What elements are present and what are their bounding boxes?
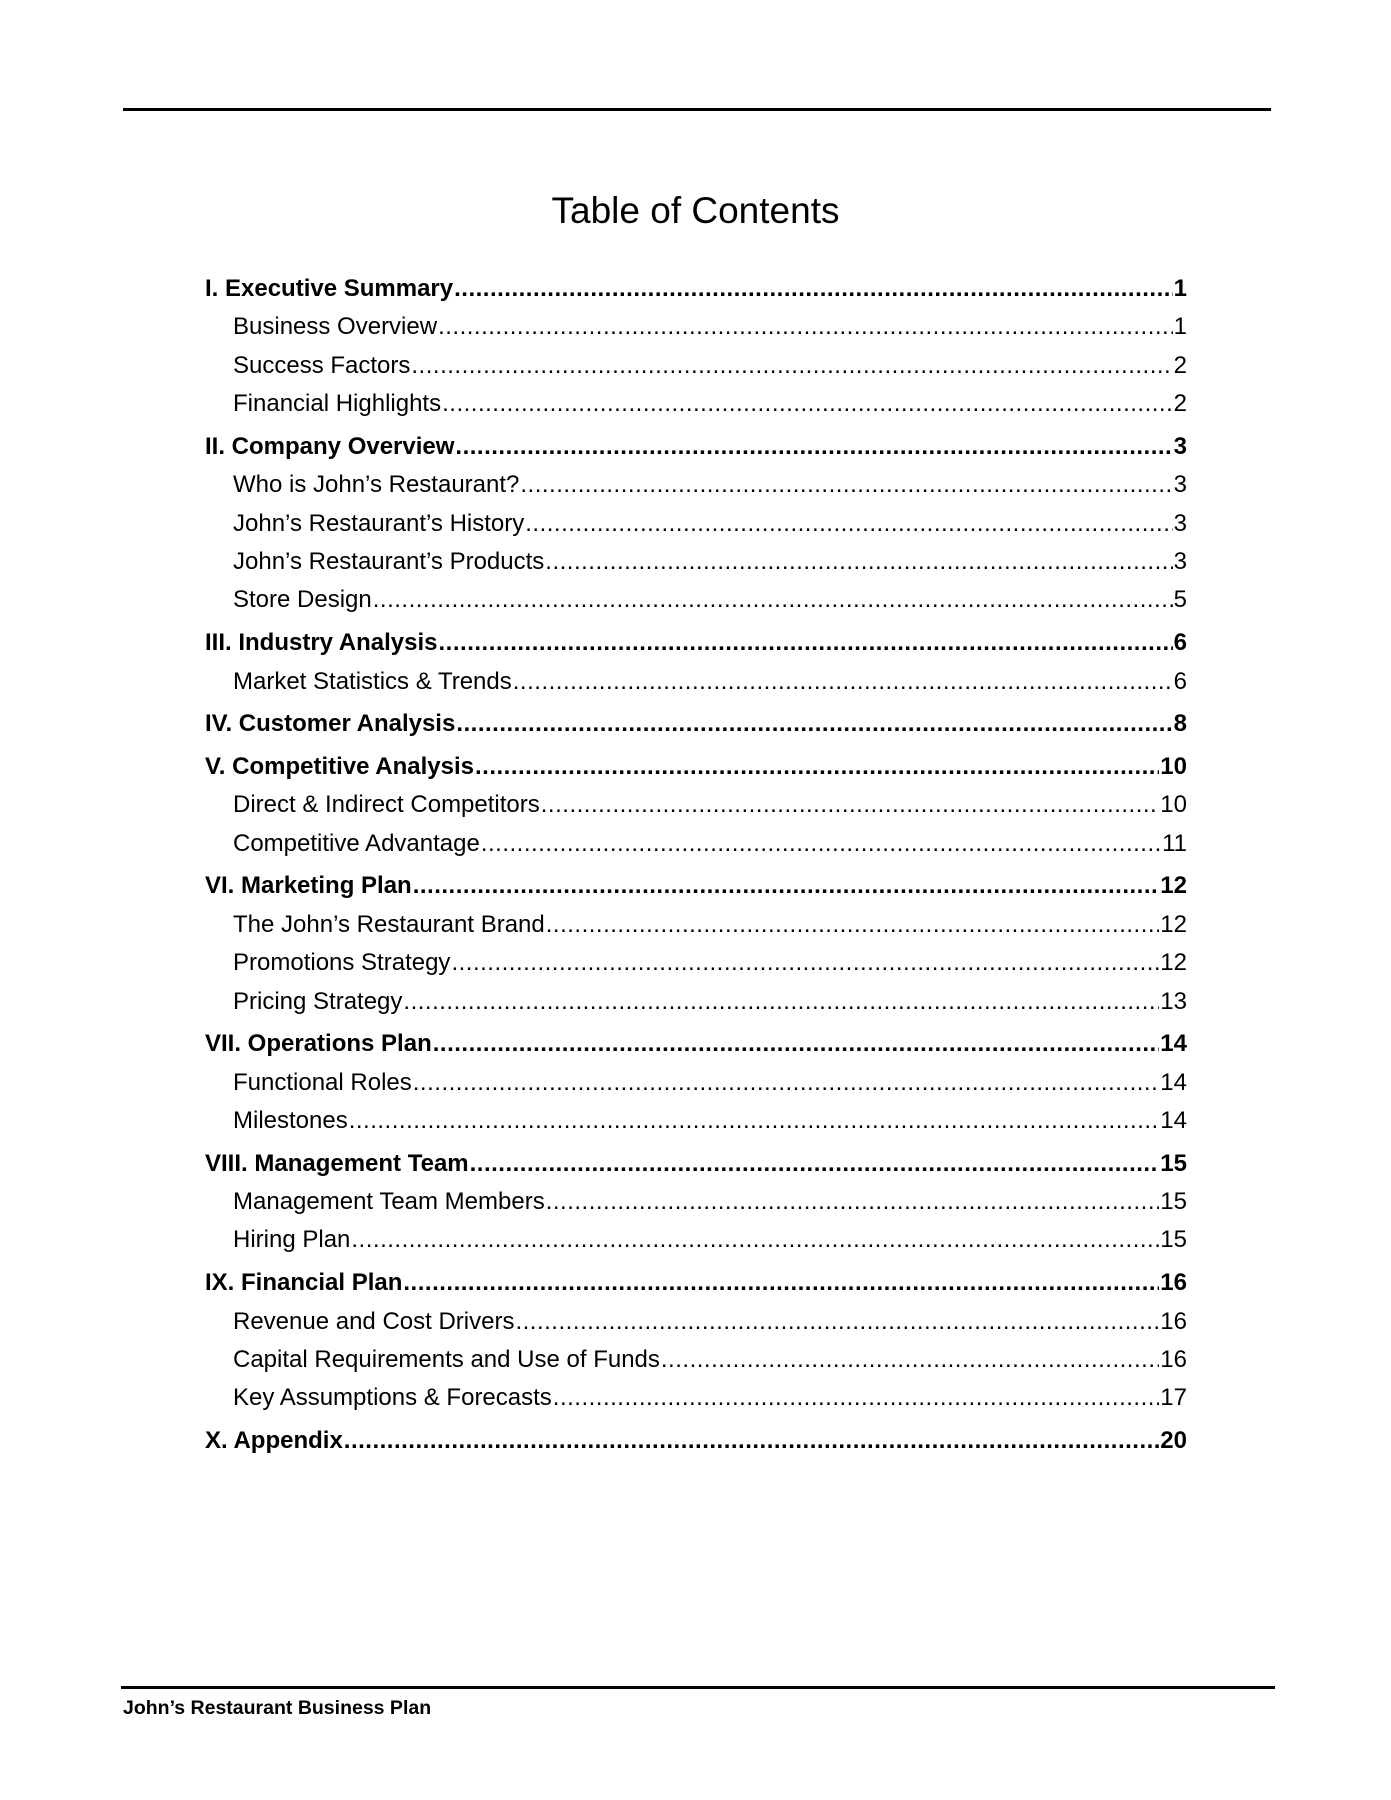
toc-entry-label: Success Factors — [233, 351, 411, 379]
toc-entry-label: Business Overview — [233, 313, 438, 341]
toc-entry-label: V. Competitive Analysis — [205, 752, 474, 780]
toc-page-number: 3 — [1173, 471, 1187, 499]
toc-entry-label: VII. Operations Plan — [205, 1030, 432, 1058]
toc-section-entry[interactable] — [205, 705, 1187, 743]
toc-subsection-entry[interactable] — [205, 786, 1187, 824]
toc-entry-label: Direct & Indirect Competitors — [233, 791, 540, 819]
dot-leader — [454, 270, 1173, 308]
dot-leader — [525, 505, 1172, 543]
toc-section-entry[interactable] — [205, 1422, 1187, 1460]
toc-entry-label: IX. Financial Plan — [205, 1269, 403, 1297]
footer-text: John’s Restaurant Business Plan — [123, 1697, 432, 1719]
toc-page-number: 2 — [1173, 390, 1187, 418]
toc-entry-label: II. Company Overview — [205, 432, 455, 460]
toc-page-number: 3 — [1173, 548, 1187, 576]
toc-entry-label: I. Executive Summary — [205, 275, 454, 302]
dot-leader — [413, 1064, 1160, 1102]
toc-entry-label: The John’s Restaurant Brand — [233, 910, 545, 938]
toc-entry-label: III. Industry Analysis — [205, 629, 438, 657]
dot-leader — [481, 825, 1161, 863]
dot-leader — [541, 786, 1160, 824]
toc-subsection-entry[interactable] — [205, 308, 1187, 346]
dot-leader — [520, 466, 1172, 504]
toc-subsection-entry[interactable] — [205, 505, 1187, 543]
toc-subsection-entry[interactable] — [205, 906, 1187, 944]
toc-entry-label: Financial Highlights — [233, 390, 442, 418]
toc-entry-label: John’s Restaurant’s Products — [233, 548, 545, 576]
toc-entry-label: Promotions Strategy — [233, 949, 451, 977]
toc-section-entry[interactable] — [205, 1025, 1187, 1063]
toc-subsection-entry[interactable] — [205, 1303, 1187, 1341]
toc-section-entry[interactable] — [205, 428, 1187, 466]
toc-page-number: 12 — [1160, 910, 1187, 938]
toc-page-number: 13 — [1160, 987, 1187, 1015]
toc-entry-label: Hiring Plan — [233, 1226, 351, 1254]
dot-leader — [413, 867, 1160, 905]
toc-entry-label: Management Team Members — [233, 1188, 545, 1216]
toc-page-number: 8 — [1173, 710, 1187, 738]
toc-entry-label: Who is John’s Restaurant? — [233, 471, 520, 499]
dot-leader — [546, 906, 1160, 944]
toc-page-number: 2 — [1173, 351, 1187, 379]
toc-page-number: 1 — [1173, 275, 1187, 302]
toc-page-number: 14 — [1160, 1030, 1187, 1058]
toc-subsection-entry[interactable] — [205, 825, 1187, 863]
toc-entry-label: Capital Requirements and Use of Funds — [233, 1345, 660, 1373]
toc-subsection-entry[interactable] — [205, 581, 1187, 619]
dot-leader — [442, 385, 1173, 423]
dot-leader — [456, 705, 1172, 743]
dot-leader — [553, 1379, 1160, 1417]
toc-section-entry[interactable] — [205, 748, 1187, 786]
toc-page-number: 16 — [1160, 1345, 1187, 1373]
toc-section-entry[interactable] — [205, 1264, 1187, 1302]
dot-leader — [545, 543, 1172, 581]
toc-page-number: 10 — [1160, 752, 1187, 780]
toc-section-entry[interactable] — [205, 1145, 1187, 1183]
toc-page-number: 15 — [1160, 1149, 1187, 1177]
toc-entry-label: Pricing Strategy — [233, 987, 403, 1015]
toc-page-number: 3 — [1173, 432, 1187, 460]
toc-entry-label: VI. Marketing Plan — [205, 872, 412, 900]
toc-page-number: 16 — [1160, 1269, 1187, 1297]
toc-page-number: 12 — [1160, 872, 1187, 900]
toc-subsection-entry[interactable] — [205, 385, 1187, 423]
toc-page-number: 5 — [1173, 586, 1187, 614]
toc-page-number: 15 — [1160, 1226, 1187, 1254]
toc-subsection-entry[interactable] — [205, 1183, 1187, 1221]
toc-section-entry[interactable] — [205, 624, 1187, 662]
toc-subsection-entry[interactable] — [205, 1341, 1187, 1379]
toc-entry-label: Functional Roles — [233, 1068, 412, 1096]
toc-subsection-entry[interactable] — [205, 663, 1187, 701]
toc-page-number: 10 — [1160, 791, 1187, 819]
dot-leader — [403, 983, 1159, 1021]
dot-leader — [351, 1221, 1159, 1259]
dot-leader — [513, 663, 1173, 701]
dot-leader — [344, 1422, 1160, 1460]
toc-subsection-entry[interactable] — [205, 466, 1187, 504]
dot-leader — [403, 1264, 1159, 1302]
toc-entry-label: IV. Customer Analysis — [205, 710, 456, 738]
toc-entry-label: Competitive Advantage — [233, 829, 480, 857]
toc-page-number: 1 — [1173, 313, 1187, 341]
dot-leader — [349, 1102, 1160, 1140]
dot-leader — [433, 1025, 1160, 1063]
toc-entry-label: X. Appendix — [205, 1427, 343, 1454]
toc-subsection-entry[interactable] — [205, 347, 1187, 385]
toc-page-number: 14 — [1160, 1068, 1187, 1096]
toc-subsection-entry[interactable] — [205, 1064, 1187, 1102]
dot-leader — [546, 1183, 1160, 1221]
toc-page-number: 12 — [1160, 949, 1187, 977]
dot-leader — [439, 624, 1173, 662]
toc-page-number: 17 — [1160, 1384, 1187, 1412]
toc-entry-label: John’s Restaurant’s History — [233, 509, 525, 537]
dot-leader — [470, 1145, 1160, 1183]
toc-subsection-entry[interactable] — [205, 1379, 1187, 1417]
toc-page-number: 11 — [1162, 829, 1187, 857]
header-rule — [123, 108, 1271, 111]
dot-leader — [411, 347, 1172, 385]
toc-subsection-entry[interactable] — [205, 543, 1187, 581]
toc-page-number: 15 — [1160, 1188, 1187, 1216]
toc-subsection-entry[interactable] — [205, 1102, 1187, 1140]
dot-leader — [438, 308, 1173, 346]
toc-page-number: 3 — [1173, 509, 1187, 537]
dot-leader — [455, 428, 1172, 466]
toc-page-number: 6 — [1173, 629, 1187, 657]
dot-leader — [373, 581, 1173, 619]
table-of-contents — [205, 270, 1187, 1460]
page-title: Table of Contents — [551, 190, 840, 231]
toc-section-entry[interactable] — [205, 270, 1187, 308]
toc-entry-label: Key Assumptions & Forecasts — [233, 1384, 552, 1412]
toc-subsection-entry[interactable] — [205, 983, 1187, 1021]
toc-entry-label: Milestones — [233, 1106, 348, 1134]
dot-leader — [451, 944, 1159, 982]
toc-entry-label: Store Design — [233, 586, 372, 614]
toc-entry-label: Market Statistics & Trends — [233, 667, 512, 695]
toc-page-number: 6 — [1173, 667, 1187, 695]
toc-section-entry[interactable] — [205, 867, 1187, 905]
toc-page-number: 16 — [1160, 1307, 1187, 1335]
dot-leader — [475, 748, 1159, 786]
toc-entry-label: Revenue and Cost Drivers — [233, 1307, 515, 1335]
dot-leader — [661, 1341, 1159, 1379]
toc-page-number: 20 — [1160, 1427, 1187, 1454]
toc-entry-label: VIII. Management Team — [205, 1149, 469, 1177]
toc-page-number: 14 — [1160, 1106, 1187, 1134]
dot-leader — [515, 1303, 1159, 1341]
toc-subsection-entry[interactable] — [205, 944, 1187, 982]
toc-subsection-entry[interactable] — [205, 1221, 1187, 1259]
footer-rule — [121, 1686, 1275, 1689]
